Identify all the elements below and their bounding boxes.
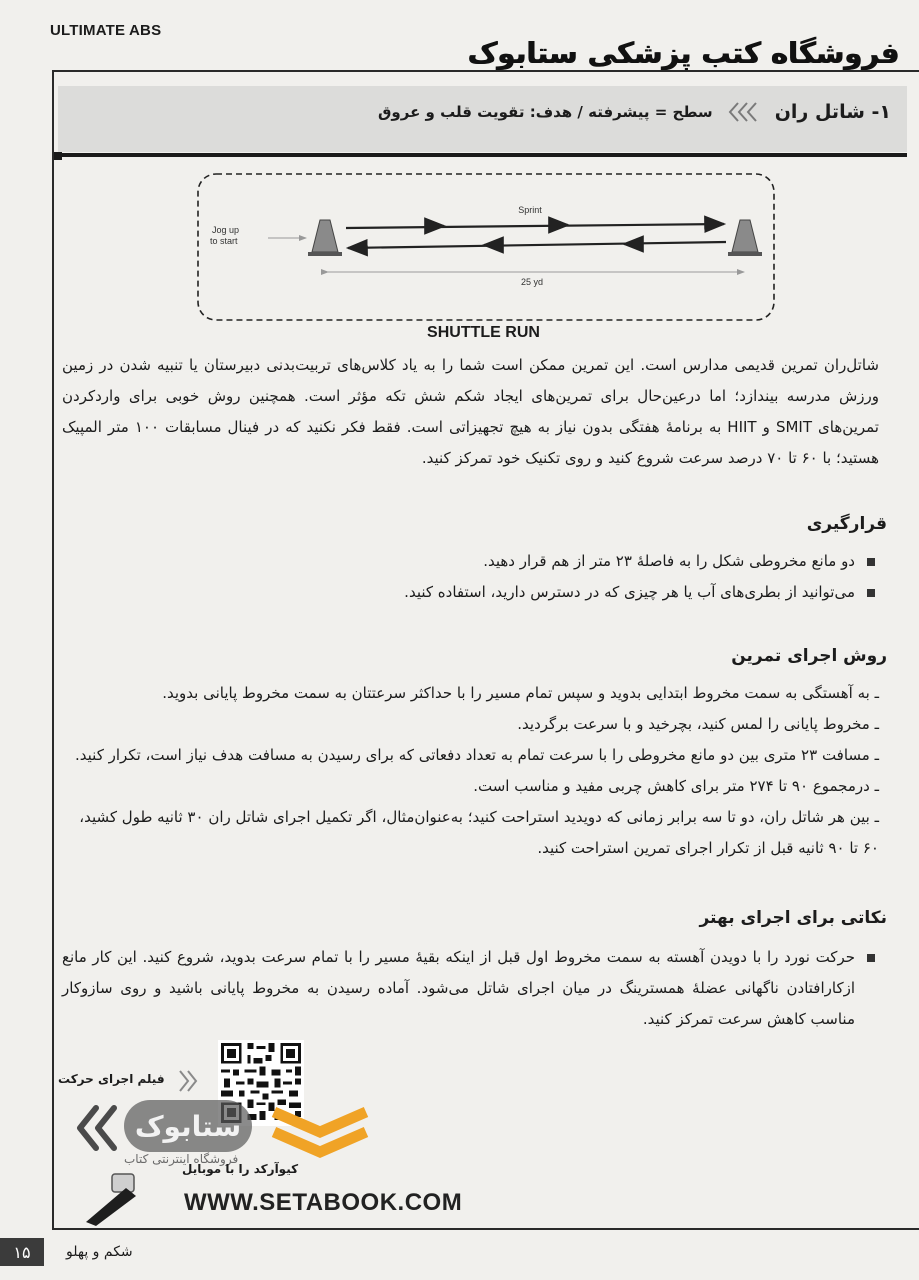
setup-heading: قرارگیری — [806, 514, 887, 534]
start-cone-icon — [308, 220, 342, 256]
page-number: ۱۵ — [0, 1238, 44, 1266]
heading-rule-cap — [54, 152, 62, 160]
setup-list — [300, 546, 879, 608]
tip-item: حرکت نورد را با دویدن آهسته به سمت مخروط اول قبل از اینکه بقیهٔ مسیر را با تمام سرعت بدوید، شروع کنید. این کار مانع ازکارافتادن ناگهانی عضلهٔ همسترینگ در میان اجرای شاتل می‌شود. آماده رسیدن به مخروط پایانی باشید و روی سازوکار مناسب کاهش سرعت تمرکز کنید. — [62, 942, 879, 1035]
intro-paragraph: شاتل‌ران تمرین قدیمی مدارس است. این تمرین ممکن است شما را به یاد کلاس‌های تربیت‌بدنی دبیرستان یا تنبیه شدن در زمین ورزش مدرسه بیندازد؛ اما درعین‌حال برای تمرین‌های ایجاد شکم شش تکه مؤثر است. همچنین روش خوبی برای واردکردن تمرین‌های SMIT و HIIT به برنامهٔ هفتگی بدون نیاز به هیچ تجهیزاتی است. فقط فکر نکنید که در فینال مسابقات ۱۰۰ متر المپیک هستید؛ با ۶۰ تا ۷۰ درصد سرعت شروع کنید و روی تکنیک خود تمرکز کنید. — [62, 356, 879, 467]
step-item: ـ مسافت ۲۳ متری بین دو مانع مخروطی را با سرعت تمام به تعداد دفعاتی که برای رسیدن به مسافت هدف نیاز است، تکرار کنید. — [75, 746, 879, 764]
heading-rule — [58, 153, 907, 157]
setabook-store-line: فروشگاه اینترنتی کتاب — [124, 1152, 239, 1166]
setabook-url[interactable]: WWW.SETABOOK.COM — [184, 1189, 463, 1216]
video-label: فیلم اجرای حرکت — [58, 1072, 165, 1086]
setup-item: می‌توانید از بطری‌های آب یا هر چیزی که در دسترس دارید، استفاده کنید. — [300, 577, 879, 608]
left-frame-rule — [52, 70, 54, 1228]
tips-heading: نکاتی برای اجرای بهتر — [699, 908, 887, 928]
steps-heading: روش اجرای تمرین — [731, 646, 887, 666]
diagram-dashed-border — [198, 174, 774, 320]
steps-list — [62, 678, 879, 864]
exercise-title: ۱- شاتل ران — [774, 101, 891, 123]
sprint-label: Sprint — [518, 205, 542, 215]
setabook-brand-name: ستابوک — [134, 1110, 242, 1143]
step-item: ـ بین هر شاتل ران، دو تا سه برابر زمانی که دویدید استراحت کنید؛ به‌عنوان‌مثال، اگر تکمیل اجرای شاتل ران ۳۰ ثانیه طول کشید، ۶۰ تا ۹۰ ثانیه قبل از تکرار اجرای تمرین استراحت کنید. — [79, 808, 879, 857]
jog-label-line2: to start — [210, 236, 238, 246]
store-banner: فروشگاه کتب پزشکی ستابوک — [467, 36, 899, 70]
diagram-caption: SHUTTLE RUN — [427, 324, 540, 341]
exercise-heading — [378, 101, 891, 123]
bottom-frame-rule — [52, 1228, 919, 1230]
setup-item: دو مانع مخروطی شکل را به فاصلهٔ ۲۳ متر از هم قرار دهید. — [300, 546, 879, 577]
step-item: ـ درمجموع ۹۰ تا ۲۷۴ متر برای کاهش چربی مفید و مناسب است. — [473, 777, 879, 795]
pen-hand-icon — [78, 1170, 170, 1226]
distance-label: 25 yd — [520, 277, 544, 287]
sprint-arrow-back — [348, 242, 726, 248]
chevrons-icon — [727, 101, 761, 123]
step-item: ـ مخروط پایانی را لمس کنید، بچرخید و با سرعت برگردید. — [517, 715, 879, 733]
exercise-level-goal: سطح = پیشرفته / هدف: تقویت قلب و عروق — [378, 103, 713, 121]
footer-chapter: شکم و پهلو — [66, 1244, 133, 1260]
qr-scan-caption: کیوآرکد را با موبایل — [182, 1162, 299, 1176]
chevrons-icon — [176, 1068, 204, 1094]
step-item: ـ به آهستگی به سمت مخروط ابتدایی بدوید و سپس تمام مسیر را با حداکثر سرعتتان به سمت مخروط پایانی بدوید. — [162, 684, 879, 702]
tips-list — [62, 942, 879, 1035]
book-title: ULTIMATE ABS — [50, 22, 162, 39]
top-frame-rule — [52, 70, 919, 72]
jog-label-line1: Jog up — [212, 225, 240, 235]
orange-chevrons-icon — [274, 1112, 366, 1152]
end-cone-icon — [728, 220, 762, 256]
sprint-arrow-out — [346, 224, 724, 228]
shuttle-run-diagram — [196, 172, 776, 322]
